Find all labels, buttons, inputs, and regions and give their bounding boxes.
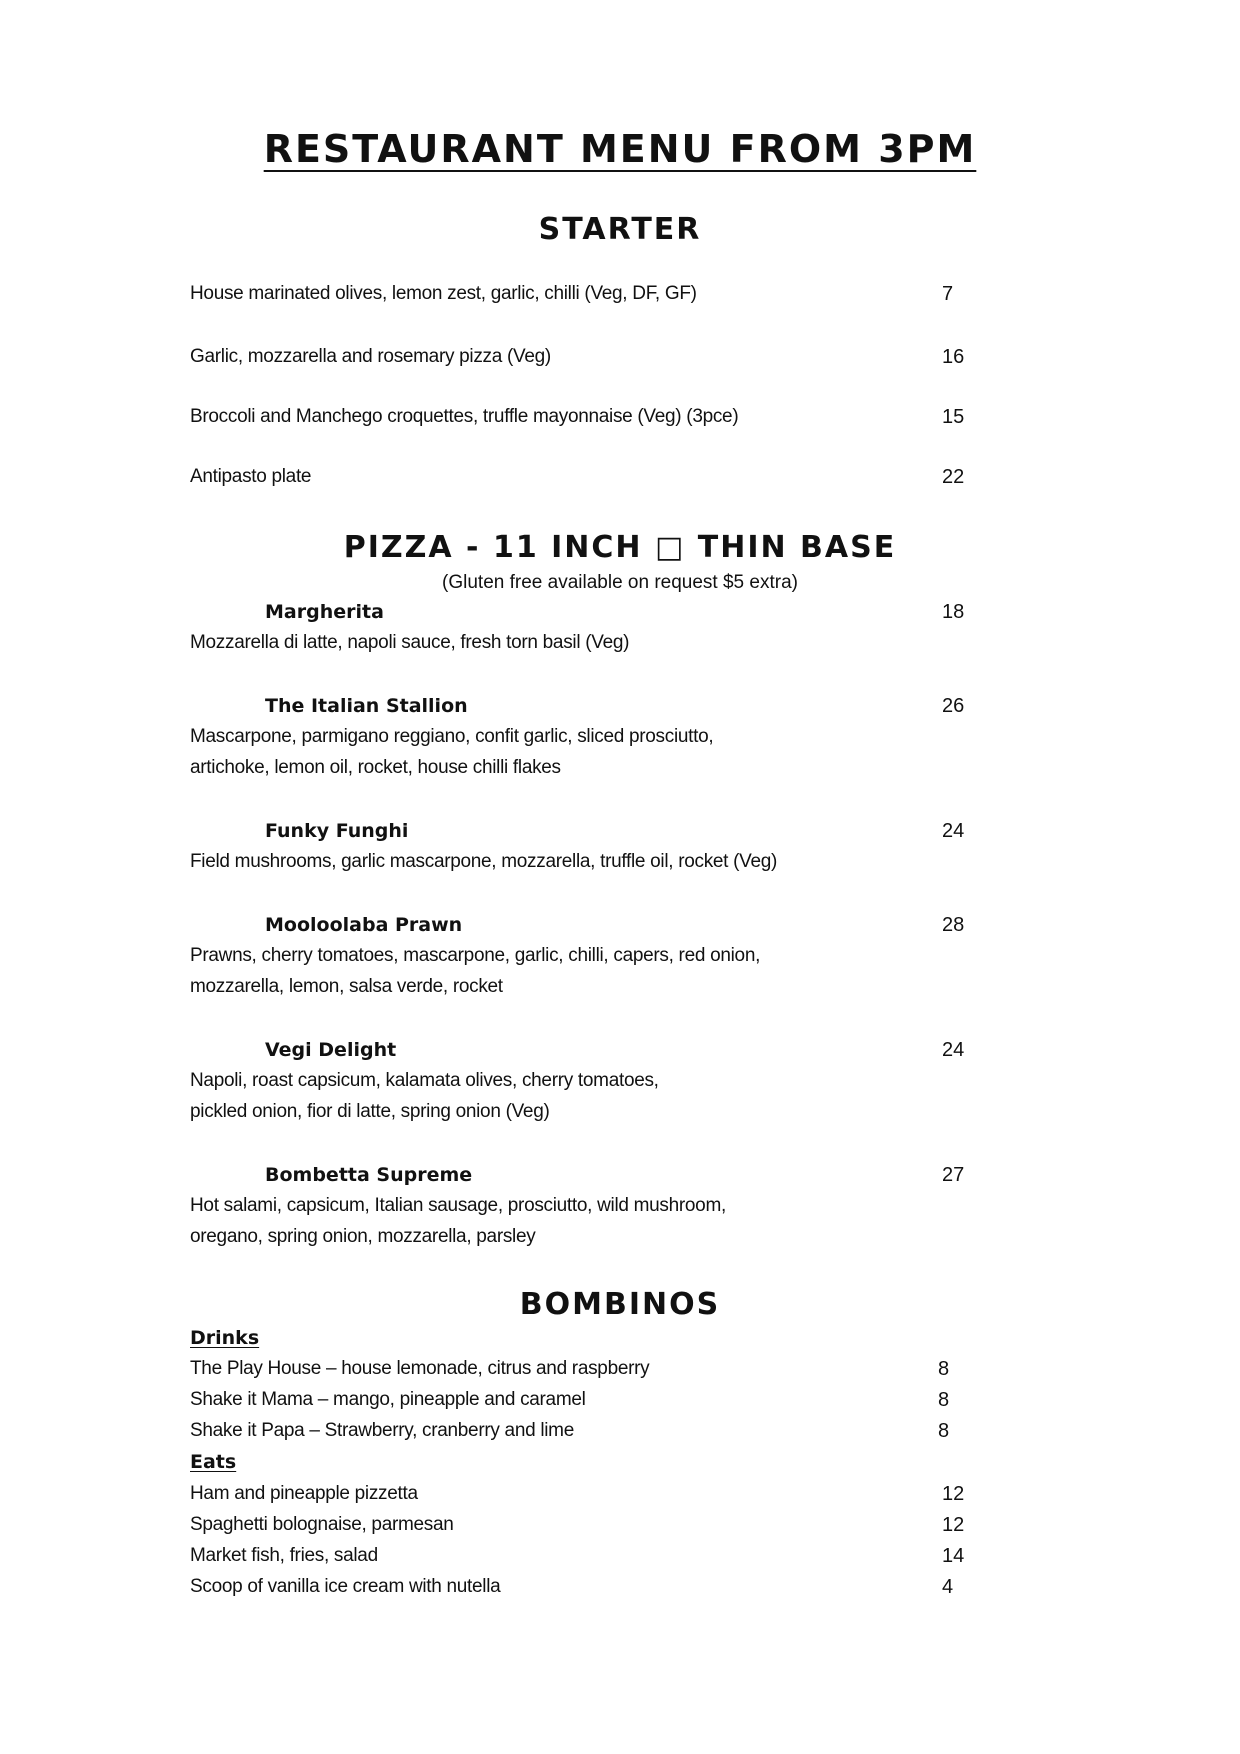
pizza-price: 24 [942, 820, 965, 842]
eats-item [190, 1575, 980, 1599]
pizza-description [190, 1190, 890, 1252]
menu-title-text: RESTAURANT MENU FROM 3PM [263, 127, 977, 171]
pizza-description [190, 940, 890, 1002]
drink-item-desc: The Play House – house lemonade, citrus and raspberry [190, 1358, 650, 1379]
drink-item-price: 8 [938, 1389, 950, 1411]
eats-item-price: 12 [942, 1514, 965, 1536]
pizza-price: 27 [942, 1164, 965, 1186]
menu-title [0, 126, 1240, 172]
pizza-price: 24 [942, 1039, 965, 1061]
pizza-description-line: Mascarpone, parmigano reggiano, confit garlic, sliced prosciutto, [190, 726, 714, 747]
drink-item-desc: Shake it Mama – mango, pineapple and caramel [190, 1389, 586, 1410]
eats-item [190, 1482, 980, 1506]
subheading-drinks: Drinks [190, 1327, 260, 1349]
section-heading-pizza: PIZZA - 11 INCH □ THIN BASE [343, 530, 897, 565]
drink-item [190, 1388, 980, 1412]
starter-item-price: 16 [942, 346, 965, 368]
pizza-description [190, 1065, 890, 1127]
starter-item [190, 405, 980, 429]
pizza-price: 18 [942, 601, 965, 623]
starter-item [190, 345, 980, 369]
pizza-description-line: Prawns, cherry tomatoes, mascarpone, garlic, chilli, capers, red onion, [190, 945, 761, 966]
pizza-name: Bombetta Supreme [265, 1164, 473, 1186]
starter-item-desc: Broccoli and Manchego croquettes, truffle mayonnaise (Veg) (3pce) [190, 406, 739, 427]
drink-item [190, 1357, 980, 1381]
pizza-description-line: pickled onion, fior di latte, spring onion (Veg) [190, 1101, 550, 1122]
pizza-description-line: Napoli, roast capsicum, kalamata olives, cherry tomatoes, [190, 1070, 659, 1091]
pizza-name: Vegi Delight [265, 1039, 397, 1061]
section-heading-starter: STARTER [538, 212, 702, 247]
pizza-description-line: oregano, spring onion, mozzarella, parsley [190, 1226, 536, 1247]
pizza-description-line: Field mushrooms, garlic mascarpone, mozzarella, truffle oil, rocket (Veg) [190, 851, 778, 872]
eats-item-desc: Spaghetti bolognaise, parmesan [190, 1514, 454, 1535]
starter-item [190, 465, 980, 489]
pizza-description-line: Hot salami, capsicum, Italian sausage, prosciutto, wild mushroom, [190, 1195, 726, 1216]
pizza-description [190, 846, 890, 877]
eats-item-desc: Market fish, fries, salad [190, 1545, 378, 1566]
eats-item-desc: Ham and pineapple pizzetta [190, 1483, 418, 1504]
pizza-description-line: mozzarella, lemon, salsa verde, rocket [190, 976, 503, 997]
eats-item-desc: Scoop of vanilla ice cream with nutella [190, 1576, 501, 1597]
pizza-price: 26 [942, 695, 965, 717]
eats-item-price: 12 [942, 1483, 965, 1505]
starter-item [190, 282, 980, 306]
drink-item-desc: Shake it Papa – Strawberry, cranberry and lime [190, 1420, 574, 1441]
section-heading-bombinos: BOMBINOS [519, 1287, 721, 1322]
pizza-description [190, 627, 890, 658]
pizza-description [190, 721, 890, 783]
starter-item-desc: Garlic, mozzarella and rosemary pizza (Veg) [190, 346, 551, 367]
eats-item-price: 4 [942, 1576, 954, 1598]
pizza-name: Margherita [265, 601, 384, 623]
drink-item-price: 8 [938, 1358, 950, 1380]
pizza-name: The Italian Stallion [265, 695, 468, 717]
starter-item-price: 15 [942, 406, 965, 428]
pizza-gluten-note: (Gluten free available on request $5 extra) [442, 572, 798, 593]
pizza-name: Funky Funghi [265, 820, 409, 842]
eats-item [190, 1513, 980, 1537]
pizza-name: Mooloolaba Prawn [265, 914, 463, 936]
pizza-price: 28 [942, 914, 965, 936]
eats-item-price: 14 [942, 1545, 965, 1567]
drink-item-price: 8 [938, 1420, 950, 1442]
drink-item [190, 1419, 980, 1443]
starter-item-price: 22 [942, 466, 965, 488]
pizza-description-line: Mozzarella di latte, napoli sauce, fresh torn basil (Veg) [190, 632, 630, 653]
starter-item-desc: House marinated olives, lemon zest, garlic, chilli (Veg, DF, GF) [190, 283, 697, 304]
starter-item-desc: Antipasto plate [190, 466, 312, 487]
starter-item-price: 7 [942, 283, 954, 305]
eats-item [190, 1544, 980, 1568]
subheading-eats: Eats [190, 1451, 237, 1473]
pizza-description-line: artichoke, lemon oil, rocket, house chilli flakes [190, 757, 561, 778]
